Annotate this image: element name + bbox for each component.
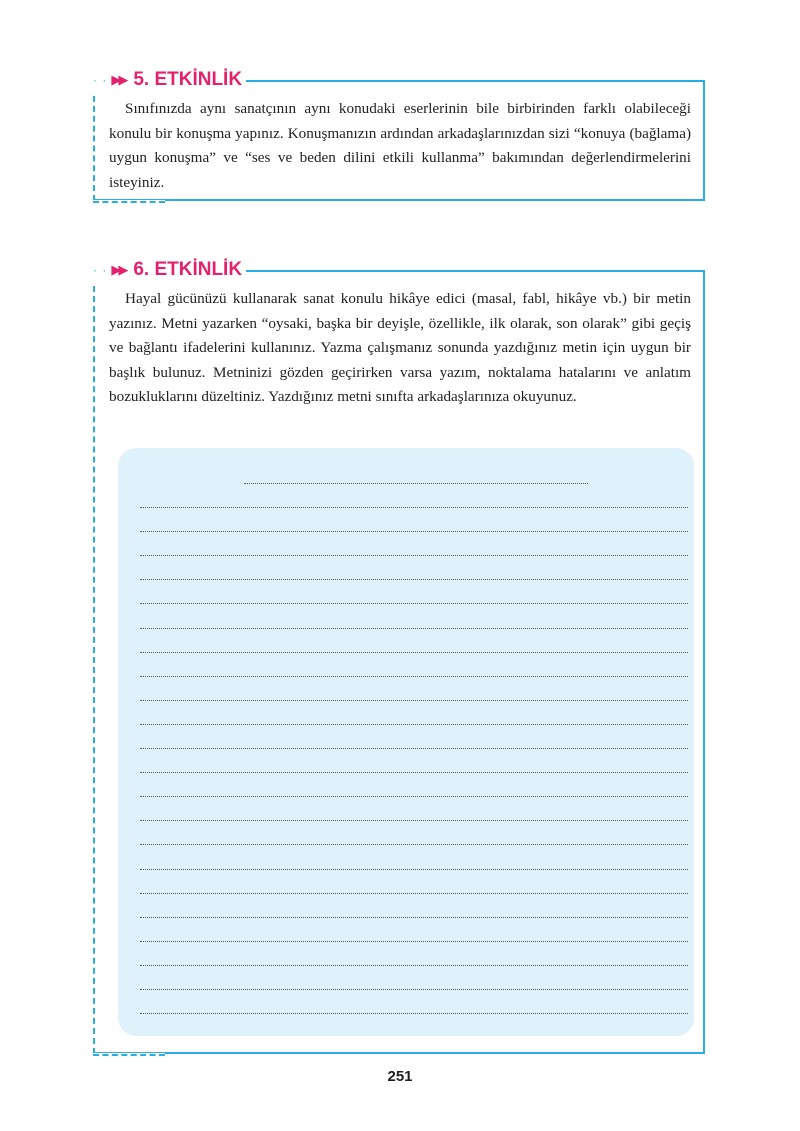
- activity-5-title: 5. ETKİNLİK: [133, 69, 243, 90]
- writing-line[interactable]: [140, 844, 688, 845]
- box-left-dashed-border: [93, 86, 95, 201]
- box-bottom-dashed-border: [93, 1054, 165, 1056]
- writing-line[interactable]: [140, 603, 688, 604]
- box-bottom-dashed-border: [93, 201, 165, 203]
- writing-line[interactable]: [140, 579, 688, 580]
- heading-dots: · ·: [93, 73, 108, 87]
- writing-area[interactable]: [118, 448, 694, 1036]
- activity-6-heading: [93, 257, 246, 283]
- writing-line[interactable]: [140, 531, 688, 532]
- writing-line[interactable]: [140, 700, 688, 701]
- page-number: 251: [387, 1068, 413, 1085]
- writing-line[interactable]: [140, 1013, 688, 1014]
- writing-line[interactable]: [140, 893, 688, 894]
- writing-line[interactable]: [140, 917, 688, 918]
- box-left-dashed-border: [93, 276, 95, 1054]
- writing-line[interactable]: [140, 507, 688, 508]
- writing-line[interactable]: [140, 748, 688, 749]
- activity-6-title: 6. ETKİNLİK: [133, 259, 243, 280]
- writing-line[interactable]: [140, 724, 688, 725]
- writing-line[interactable]: [140, 652, 688, 653]
- title-writing-line[interactable]: [244, 483, 588, 484]
- double-arrow-icon: ▶▶: [111, 72, 126, 88]
- writing-line[interactable]: [140, 555, 688, 556]
- activity-5-box: [93, 69, 705, 201]
- writing-line[interactable]: [140, 796, 688, 797]
- activity-5-heading: [93, 67, 246, 93]
- heading-dots: · ·: [93, 263, 108, 277]
- writing-line[interactable]: [140, 628, 688, 629]
- activity-5-instructions: Sınıfınızda aynı sanatçının aynı konudaki eserlerinin bile birbirinden farklı olabileceği konulu bir konuşma yapınız. Konuşmanızın ardından arkadaşlarınızdan sizi “konuya (bağlama) uygun konuşma” ve “ses ve beden dilini etkili kullanma” bakımından değerlendirmelerini isteyiniz.: [109, 100, 691, 191]
- writing-line[interactable]: [140, 820, 688, 821]
- writing-line[interactable]: [140, 965, 688, 966]
- activity-6-instructions: Hayal gücünüzü kullanarak sanat konulu hikâye edici (masal, fabl, hikâye vb.) bir metin yazınız. Metni yazarken “oysaki, başka bir deyişle, özellikle, ilk olarak, son olarak” gibi geçiş ve bağlantı ifadelerini kullanınız. Yazma çalışmanız sonunda yazdığınız metin için uygun bir başlık bulunuz. Metninizi gözden geçirirken varsa yazım, noktalama hatalarını ve anlatım bozukluklarını düzeltiniz. Yazdığınız metni sınıfta arkadaşlarınıza okuyunuz.: [109, 290, 691, 405]
- double-arrow-icon: ▶▶: [111, 262, 126, 278]
- writing-line[interactable]: [140, 772, 688, 773]
- writing-line[interactable]: [140, 676, 688, 677]
- writing-line[interactable]: [140, 869, 688, 870]
- writing-line[interactable]: [140, 941, 688, 942]
- writing-line[interactable]: [140, 989, 688, 990]
